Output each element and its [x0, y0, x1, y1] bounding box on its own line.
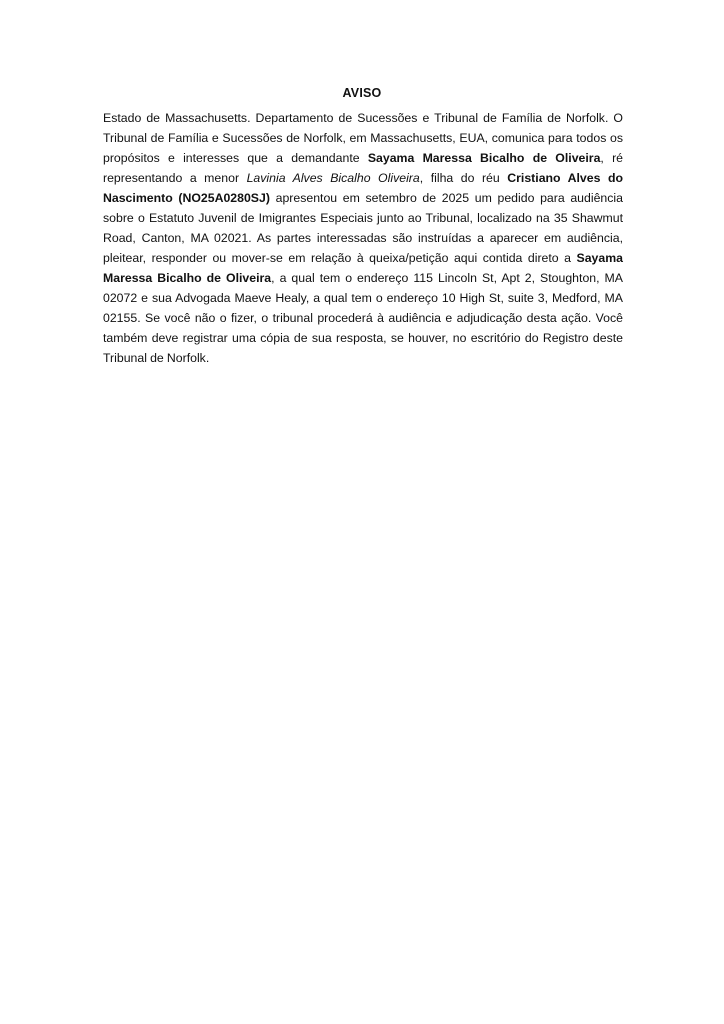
notice-paragraph: [103, 108, 623, 368]
notice-text-segment: , ré representando a menor: [103, 151, 624, 185]
plaintiff-name: Sayama Maressa Bicalho de Oliveira: [103, 251, 623, 285]
notice-text-segment: , a qual tem o endereço 115 Lincoln St, Apt 2, Stoughton, MA 02072 e sua Advogada Maeve Healy, a qual tem o endereço 10 High St, suite 3, Medford, MA 02155. Se você não o fizer, o tribunal procederá à audiência e adjudicação desta ação. Você também deve registrar uma cópia de sua resposta, se houver, no escritório do Registro deste Tribunal de Norfolk.: [103, 271, 623, 365]
notice-title: AVISO: [342, 86, 382, 100]
minor-name: Lavinia Alves Bicalho Oliveira: [246, 171, 420, 185]
notice-text-segment: apresentou em setembro de 2025 um pedido para audiência sobre o Estatuto Juvenil de Imigrantes Especiais junto ao Tribunal, localizado na 35 Shawmut Road, Canton, MA 02021. As partes interessadas são instruídas a aparecer em audiência, pleitear, responder ou mover-se em relação à queixa/petição aqui contida direto a: [103, 191, 623, 265]
plaintiff-name: Sayama Maressa Bicalho de Oliveira: [367, 151, 601, 165]
notice-text-segment: , filha do réu: [419, 171, 508, 185]
notice-text-segment: Estado de Massachusetts. Departamento de Sucessões e Tribunal de Família de Norfolk. O Tribunal de Família e Sucessões de Norfolk, em Massachusetts, EUA, comunica para todos os propósitos e interesses que a demandante: [103, 111, 623, 165]
defendant-name: Cristiano Alves do Nascimento (NO25A0280SJ): [103, 171, 623, 205]
